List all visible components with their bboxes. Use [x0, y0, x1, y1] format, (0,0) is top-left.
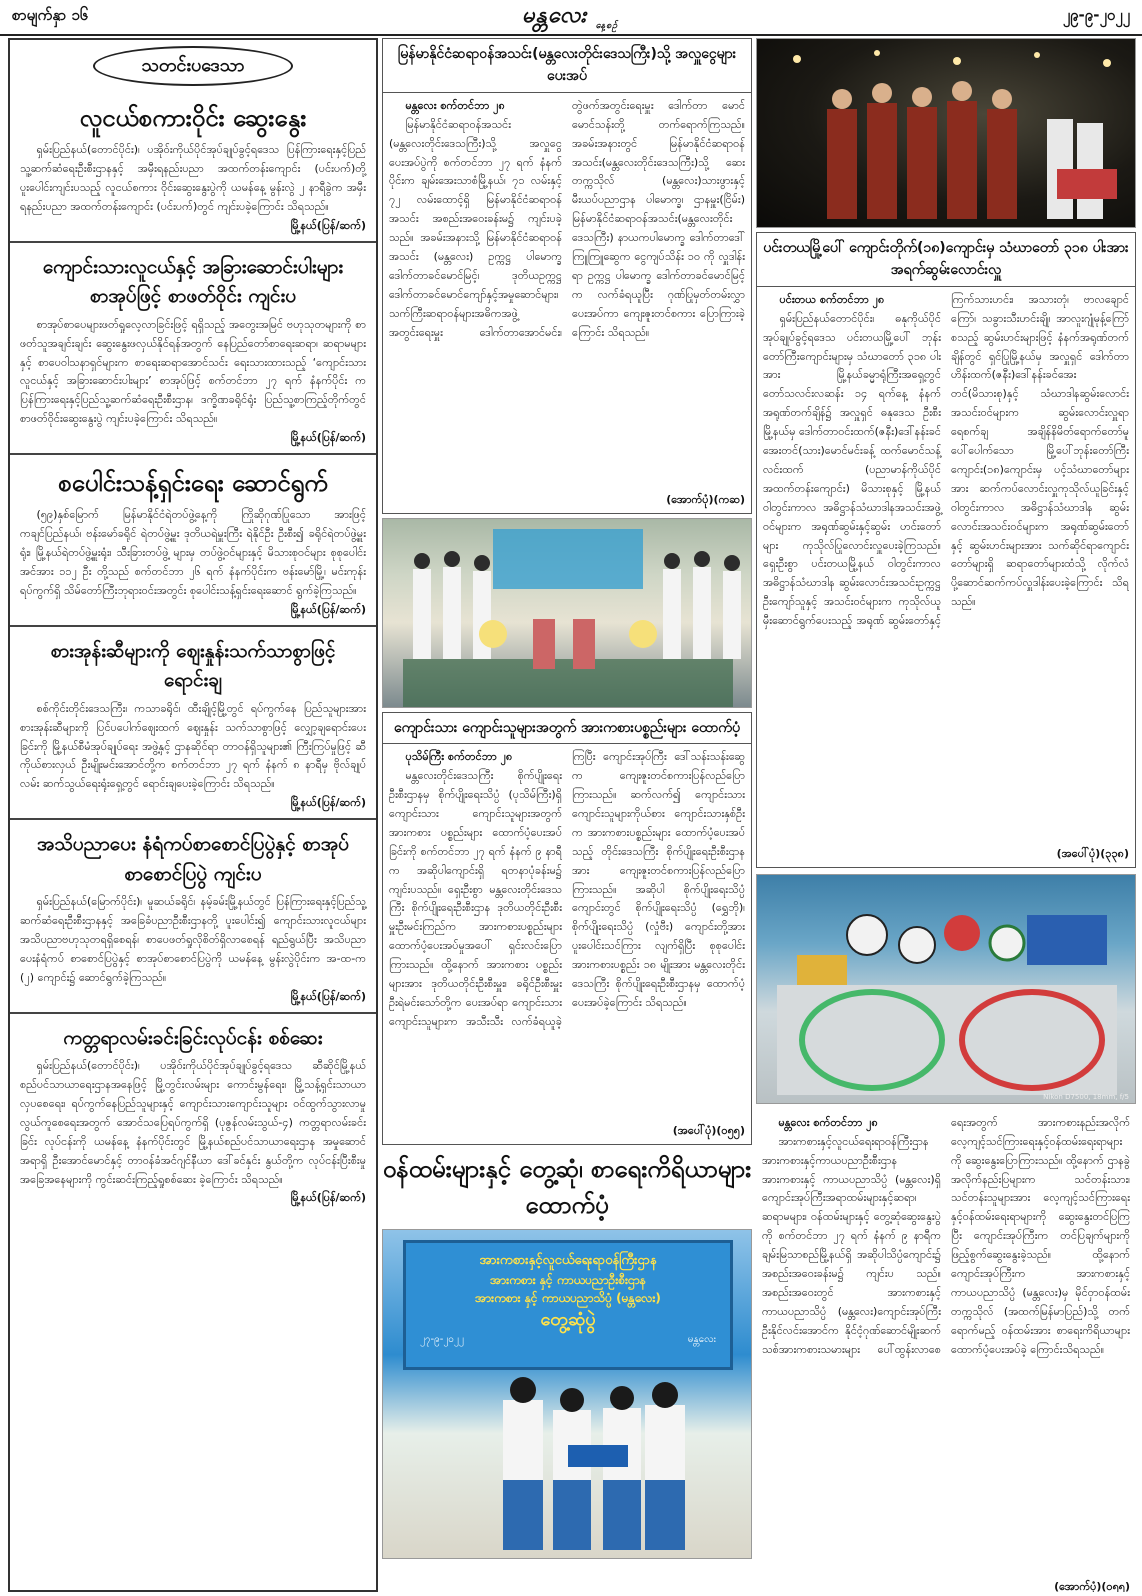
story-body: မြန်မာနိုင်ငံဆရာဝန်အသင်း (မန္တလေးတိုင်းဒေသကြီး)သို့ အလှူငွေပေးအပ်ပွဲကို စက်တင်ဘာ ၂၇ ရက် နံနက်ပိုင်းက ချမ်းအေးသာစံမြို့နယ်၊ ၇၁ လမ်းနှင့် ၇၂ လမ်းထောင့်ရှိ မြန်မာနိုင်ငံဆရာဝန်အသင်း အစည်းအဝေးခန်းမ၌ ကျင်းပခဲ့သည်။ အခမ်းအနားသို့ မြန်မာနိုင်ငံဆရာဝန်အသင်း (မန္တလေး) ဥက္ကဋ္ဌ ပါမောက္ခဒေါက်တာခင်မောင်မြင့်၊ ဒုတိယဥက္ကဋ္ဌ ဒေါက်တာခင်မောင်ကျော်နှင့်အမှုဆောင်များ၊ သက်ကြီးဆရာဝန်များအဓိကအဖွဲ့ အတွင်းရေးမှူး ဒေါက်တာအောင်မင်း၊ တွဲဖက်အတွင်းရေးမှူး ဒေါက်တာ မောင်မောင်သန်းတို့ တက်ရောက်ကြသည်။ အခမ်းအနားတွင် မြန်မာနိုင်ငံဆရာဝန်အသင်း(မန္တလေးတိုင်းဒေသကြီး)သို့ ဆေးတက္ကသိုလ် (မန္တလေး)သားဖွားနှင့် မီးယပ်ပညာဌာန ပါမောက္ခ၊ ဌာနမှူး(ငြိမ်း) မြန်မာနိုင်ငံဆရာဝန်အသင်း(မန္တလေးတိုင်းဒေသကြီး) နာယကပါမောက္ခ ဒေါက်တာဒေါ်ကြူကြူဆွေက ငွေကျပ်သိန်း ၁၀ ကို လှူဒါန်းရာ ဥက္ကဋ္ဌ ပါမောက္ခ ဒေါက်တာခင်မောင်မြင့်က လက်ခံရယူပြီး ဂုဏ်ပြုမှတ်တမ်းလွှာ ပေးအပ်ကာ ကျေးဇူးတင်စကား ပြောကြားခဲ့ကြောင်း သိရသည်။ — [389, 98, 745, 339]
story-byline: မြို့နယ်(ပြန်/ဆက်) — [290, 989, 366, 1003]
monks-illustration — [757, 39, 1136, 228]
story-dateline: မန္တလေး စက်တင်ဘာ ၂၈ — [405, 98, 505, 112]
news-story — [10, 627, 376, 820]
story-headline: ပင်းတယမြို့ပေါ် ကျောင်းတိုက်(၁၈)ကျောင်းမှ သံဃာတော် ၃၁၈ ပါးအား အရက်ဆွမ်းလောင်းလှူ — [757, 233, 1135, 287]
news-story — [10, 455, 376, 627]
page-number: စာမျက်နှာ ၁၆ — [12, 6, 89, 24]
story-body-columns — [383, 93, 751, 493]
news-story-donation — [382, 38, 752, 514]
story-body: အားကစားနှင့်လူငယ်ရေးရာဝန်ကြီးဌာန အားကစားနှင့်ကာယပညာဦးစီးဌာန အားကစားနှင့် ကာယပညာသိပ္ပံ (မန္တလေး)ရှိ ကျောင်းအုပ်ကြီးအရာထမ်းများနှင့်ဆရာ၊ ဆရာမများ၊ ဝန်ထမ်းများနှင့် တွေ့ဆုံဆွေးနွေးပွဲကို စက်တင်ဘာ ၂၇ ရက် နံနက် ၉ နာရီက ချမ်းမြသာစည်မြို့နယ်ရှိ အဆိုပါသိပ္ပံကျောင်း၌ အစည်းအဝေးခန်းမ၌ ကျင်းပ သည်။ အစည်းအဝေးတွင် အားကစားနှင့် ကာယပညာသိပ္ပံ (မန္တလေး)ကျောင်းအုပ်ကြီး ဦးနိုင်လင်းအောင်က နိုင်ငံ့ဂုဏ်ဆောင်မျိုးဆက်သစ်အားကစားသမားများ ပေါ်ထွန်းလာစေရေးအတွက် အားကစားနည်းအလိုက် လေ့ကျင့်သင်ကြားရေးနှင့်ဝန်ထမ်းရေးရာများကို ဆွေးနွေးပြောကြားသည်။ ထို့နောက် ဌာနခွဲအလိုက်နည်းပြများက သင်တန်းသား၊ သင်တန်းသူများအား လေ့ကျင့်သင်ကြားရေးနှင့်ဝန်ထမ်းရေးရာများကို ဆွေးနွေးတင်ပြကြပြီး ကျောင်းအုပ်ကြီးက တင်ပြချက်များကို ဖြည့်စွက်ဆွေးနွေးခဲ့သည်။ ထို့နောက် ကျောင်းအုပ်ကြီးက အားကစားနှင့် ကာယပညာသိပ္ပံ (မန္တလေး)မှ မိုင်ဝှာဝန်ထမ်းတက္ကသိုလ် (အထက်မြန်မာပြည်)သို့ တက်ရောက်မည့် ဝန်ထမ်းအား စာရေးကိရိယာများ ထောက်ပံ့ပေးအပ်ခဲ့ ကြောင်းသိရသည်။ — [762, 1115, 1130, 1356]
photo-sports-equipment — [756, 874, 1136, 1104]
story-headline: လူငယ်စကားဝိုင်း ဆွေးနွေး — [79, 104, 307, 132]
story-byline: မြို့နယ်(ပြန်/ဆက်) — [290, 431, 366, 445]
news-story-staff-meeting-text — [756, 1110, 1136, 1592]
banner-line: အားကစား နှင့် ကာယပညာဦးစီးဌာန — [490, 1272, 646, 1287]
section-badge: သတင်းပဒေသာ — [93, 46, 293, 86]
news-story — [10, 820, 376, 1013]
photo-staff-meeting — [382, 1229, 752, 1559]
banner-place: မန္တလေး — [687, 1333, 716, 1345]
right-news-column — [756, 38, 1136, 1592]
banner-date: ၂၇-၉-၂၀၂၂ — [420, 1333, 464, 1345]
banner-title: တွေ့ဆုံပွဲ — [540, 1308, 596, 1330]
banner-line: အားကစားနှင့်လူငယ်ရေးရာဝန်ကြီးဌာန — [479, 1253, 657, 1269]
story-body: မန္တလေးတိုင်းဒေသကြီး စိုက်ပျိုးရေးဦးစီးဌာနမှ စိုက်ပျိုးရေးသိပ္ပံ (ပုသိမ်ကြီး)ရှိ ကျောင်းသား ကျောင်းသူများအတွက် အားကစား ပစ္စည်းများ ထောက်ပံ့ပေးအပ်ခြင်းကို စက်တင်ဘာ ၂၇ ရက် နံနက် ၉ နာရီက အဆိုပါကျောင်းရှိ ရတနာပုံခန်းမ၌ ကျင်းပသည်။ ရှေးဦးစွာ မန္တလေးတိုင်းဒေသကြီး စိုက်ပျိုးရေးဦးစီးဌာန ဒုတိယတိုင်းဦးစီးမှူးဦးမင်းကြည်က အားကစားပစ္စည်းများ ထောက်ပံ့ပေးအပ်မှုအပေါ် ရှင်းလင်းပြောကြားသည်။ ထို့နောက် အားကစား ပစ္စည်းများအား ဒုတိယတိုင်းဦးစီးမှူး၊ ခရိုင်ဦးစီးမှူး ဦးရဲမင်းသော်တို့က ပေးအပ်ရာ ကျောင်းသား ကျောင်းသူများက အသီးသီး လက်ခံရယူခဲ့ကြပြီး ကျောင်းအုပ်ကြီး ဒေါ်သန်းသန်းဆွေက ကျေးဇူးတင်စကားပြန်လည်ပြောကြားသည်။ ဆက်လက်၍ ကျောင်းသားကျောင်းသူများကိုယ်စား ကျောင်းသားနှစ်ဦးက အားကစားပစ္စည်းများ ထောက်ပံ့ပေးအပ်သည့် တိုင်းဒေသကြီး စိုက်ပျိုးရေးဦးစီးဌာနအား ကျေးဇူးတင်စကားပြန်လည်ပြောကြားသည်။ အဆိုပါ စိုက်ပျိုးရေးသိပ္ပံ ကျောင်းတွင် စိုက်ပျိုးရေးသိပ္ပံ (ရွှေဘို)၊ စိုက်ပျိုးရေးသိပ္ပံ (လှုံဗီး) ကျောင်းတို့အား ပူးပေါင်းသင်ကြား လျက်ရှိပြီး စုစုပေါင်းအားကစားပစ္စည်း ၁၈ မျိုးအား မန္တလေးတိုင်းဒေသကြီး စိုက်ပျိုးရေးဦးစီးဌာနမှ ထောက်ပံ့ပေးအပ်ခဲ့ကြောင်း သိရသည်။ — [389, 750, 745, 1028]
story-body: (၅၉)နှစ်မြောက် မြန်မာနိုင်ငံရဲတပ်ဖွဲ့နေ့ကို ကြိုဆိုဂုဏ်ပြုသော အားဖြင့် ကချင်ပြည်နယ်၊ ဗန်းမော်ခရိုင် ရဲတပ်ဖွဲ့မှူး ဒုတိယရဲမှူးကြီး ရဲနိုင်ဦး ဦးစီး၍ ခရိုင်ရဲတပ်ဖွဲ့မှူးရုံး၊ မြို့နယ်ရဲတပ်ဖွဲ့မှူးရုံး၊ သီးခြားတပ်ဖွဲ့ များမှ တပ်ဖွဲ့ဝင်များနှင့် မိသားစုဝင်များ စုစုပေါင်းအင်အား ၁၁၂ ဦး တို့သည် စက်တင်ဘာ ၂၆ ရက် နံနက်ပိုင်းက ဗန်းမော်မြို့၊ မင်းကုန်း ရပ်ကွက်ရှိ သိမ်တော်ကြီးဘုရားဝင်းအတွင်း စုပေါင်းသန့်ရှင်းရေးဆောင် ရွက်ခဲ့ကြသည်။ — [20, 508, 366, 597]
story-headline: ဝန်ထမ်းများနှင့် တွေ့ဆုံ၊ စာရေးကိရိယာများ ထောက်ပံ့ — [382, 1155, 752, 1220]
page-header — [0, 0, 1142, 36]
story-body: စာအုပ်စာပေများဖတ်ရှုလေ့လာခြင်းဖြင့် ရရှိသည့် အတွေးအမြင် ဗဟုသုတများကို စာဖတ်သူအချင်းချင်း ဆွေးနွေးဖလှယ်နိုင်ရန်အတွက် နေပြည်တော်စာရေးဆရာ၊ ဆရာမများနှင့် စာပေဝါသနာရှင်များက စာရေးဆရာအောင်သင်း ရေးသားထားသည့် ‘ကျောင်းသားလူငယ်နှင့် အခြားဆောင်းပါးများ’ စာအုပ်ဖြင့် စက်တင်ဘာ ၂၇ ရက် နံနက်ပိုင်း က ပြန်ကြားရေးနှင့်ပြည်သူ့ဆက်ဆံရေးဦးစီးဌာန၊ ဒက္ခိဏခရိုင်ရုံး ပြည်သူ့စာကြည့်တိုက်တွင် စာဖတ်ဝိုင်းဆွေးနွေးပွဲ ကျင်းပခဲ့ကြောင်း သိရသည်။ — [20, 317, 366, 426]
masthead-subtitle: နေ့စဉ် — [595, 21, 619, 31]
news-story-sports-equipment — [382, 712, 752, 1145]
story-byline: (အောက်ပုံ)(ကဆ) — [666, 492, 745, 506]
masthead-title: မန္တလေး — [521, 3, 587, 28]
story-body-columns — [756, 1110, 1136, 1580]
story-dateline: ပုသိမ်ကြီး စက်တင်ဘာ ၂၈ — [405, 750, 513, 764]
photo-donation-ceremony — [382, 518, 752, 708]
photo-credit: Nikon D7500, 18mm, f/5 — [1043, 1092, 1129, 1101]
story-headline: အသိပညာပေး နံရံကပ်စာစောင်ပြပွဲနှင့် စာအုပ်စာစောင်ပြပွဲ ကျင်းပ — [36, 833, 350, 885]
story-dateline: ပင်းတယ စက်တင်ဘာ ၂၈ — [779, 292, 885, 306]
story-headline: စားအုန်းဆီများကို ဈေးနှုန်းသက်သာစွာဖြင့် ရောင်းချ — [50, 639, 336, 692]
issue-date: ၂၉-၉-၂၀၂၂ — [1062, 6, 1130, 24]
story-byline: (အပေါ်ပုံ)(၃၃၈) — [1056, 846, 1129, 860]
news-story — [10, 90, 376, 243]
banner-line: အားကစား နှင့် ကာယပညာသိပ္ပံ (မန္တလေး) — [475, 1290, 661, 1305]
story-byline: မြို့နယ်(ပြန်/ဆက်) — [290, 218, 366, 232]
story-byline: (အပေါ်ပုံ)(ဝ၅၅) — [672, 1124, 745, 1138]
masthead-logo — [500, 0, 640, 34]
sports-gear-illustration — [757, 875, 1136, 1104]
left-news-column — [8, 38, 378, 1592]
story-headline: ကျောင်းသားလူငယ်နှင့် အခြားဆောင်းပါးများ စာအုပ်ဖြင့် စာဖတ်ဝိုင်း ကျင်းပ — [42, 255, 344, 308]
news-story — [10, 1014, 376, 1214]
story-body: ရှမ်းပြည်နယ်(တောင်ပိုင်း)၊ ပအိုဝ်းကိုယ်ပိုင်အုပ်ချုပ်ခွင့်ရဒေသ ဆီဆိုင်မြို့နယ် စည်ပင်သာယာရေးဌာနအနေဖြင့် မြို့တွင်းလမ်းများ ကောင်းမွန်ရေး၊ မြို့သန့်ရှင်းသာယာလှပစေရေး၊ ရပ်ကွက်နေပြည်သူများနှင့် ကျောင်းသားကျောင်းသူများ ဝင်ထွက်သွားလာမှုလွယ်ကူစေရေးအတွက် အောင်သပြေရပ်ကွက်ရှိ (ပုဇွန်လမ်းသွယ်-၄) ကတ္တရာလမ်းခင်းခြင်း လုပ်ငန်းကို ယမန်နေ့ နံနက်ပိုင်းတွင် မြို့နယ်စည်ပင်သာယာရေးဌာန အမှုဆောင်အရာရှိ ဦးအောင်မောင်နှင့် တာဝန်ခံအင်ဂျင်နီယာ ဒေါ်ခင်နှင်း နွယ်တို့က လုပ်ငန်းပြီးစီးမှုအခြေအနေများကို ကွင်းဆင်းကြည့်ရှုစစ်ဆေး ခဲ့ကြောင်း သိရသည်။ — [20, 1059, 366, 1186]
people-illustration — [383, 1230, 752, 1559]
story-headline: စပေါင်းသန့်ရှင်းရေး ဆောင်ရွက် — [58, 469, 328, 498]
story-byline: မြို့နယ်(ပြန်/ဆက်) — [290, 1191, 366, 1205]
ceremony-illustration — [383, 519, 752, 708]
story-body: ရှမ်းပြည်နယ်တောင်ပိုင်း၊ ဓနုကိုယ်ပိုင်အုပ်ချုပ်ခွင့်ရဒေသ ပင်းတယမြို့ပေါ် ဘုန်းတော်ကြီးကျောင်းများမှ သံဃာတော် ၃၁၈ ပါးအား မြို့နယ်ခမ္မာရုံကြီးအရှေ့တွင် တော်သလင်းလဆန်း ၁၄ ရက်နေ့ နံနက်အရုဏ်တက်ချိန်၌ အလှူရှင် ဓနုဒေသ ဦးစီးမြို့နယ်မှ ဒေါက်တာဝင်းထက်(ဇနီး)ဒေါ်နန်းခင်အေးတင်(သား)မောင်မင်းခန့် ထက်မောင်သန့်လင်းထက် (ပညာမာန်ကိုယ်ပိုင်အထက်တန်းကျောင်း) မိသားစုနှင့် မြို့နယ် ဝါတွင်းကာလ အဓိဋ္ဌာန်သံဃာဒါနအသင်းအဖွဲ့ ဝင်များက အရုဏ်ဆွမ်းနှင့်ဆွမ်း ဟင်းတော်များ ကုသိုလ်ပြုလောင်းလှူပေးခဲ့ကြသည်။ ရှေးဦးစွာ ပင်းတယမြို့နယ် ဝါတွင်းကာလ အဓိဋ္ဌာန်သံဃာဒါန ဆွမ်းလောင်းအသင်းဥက္ကဋ္ဌဦးကျော်သူနှင့် အသင်းဝင်များက ကုသိုလ်ယူမှီးဆောင်ရွက်ပေးသည့် အရုဏ် ဆွမ်းတော်နှင့် ကြက်သားဟင်း၊ အသားတုံ၊ ဗာလချောင်ကြော်၊ သခွားသီးဟင်းချို၊ အာလူးဂျုံမုန့်ကြော် စသည့် ဆွမ်းဟင်းများဖြင့် နံနက်အရုဏ်တက်ချိန်တွင် ရှင်ပြုမြို့နယ်မှ အလှူရှင် ဒေါက်တာဟိန်းထက်(ဇနီး)ဒေါ်နန်းခင်အေးတင်(မိသားစု)နှင့် သံဃာဒါနဆွမ်းလောင်းအသင်းဝင်များက ဆွမ်းလောင်းလှူရာ ရေစက်ချ အချိန်နိမိတ်ရောက်တော်မူပေါ်ပေါက်သော မြို့ပေါ်ဘုန်းတော်ကြီးကျောင်း(၁၈)ကျောင်းမှ ပင့်သံဃာတော်များအား ဆက်ကပ်လောင်းလှူကုသိုလ်ယူခြင်းနှင့် ဝါတွင်းကာလ အဓိဋ္ဌာန်သံဃာဒါန ဆွမ်းလောင်းအသင်းဝင်များက အရုဏ်ဆွမ်းတော်နှင့် ဆွမ်းဟင်းများအား သက်ဆိုင်ရာကျောင်းတော်များရှိ ဆရာတော်များထံသို့ လိုက်လံပို့ဆောင်ဆက်ကပ်လှူဒါန်းပေးခဲ့ကြောင်း သိရသည်။ — [763, 292, 1129, 628]
photo-alms-offering — [756, 38, 1136, 228]
news-story-alms-offering — [756, 232, 1136, 868]
story-body-columns — [383, 744, 751, 1124]
story-headline: ကတ္တရာလမ်းခင်းခြင်းလုပ်ငန်း စစ်ဆေး — [63, 1026, 323, 1049]
story-body: ရှမ်းပြည်နယ်(တောင်ပိုင်း)၊ ပအိုဝ်းကိုယ်ပိုင်အုပ်ချုပ်ခွင့်ရဒေသ ပြန်ကြားရေးနှင့်ပြည်သူ့ဆက်ဆံရေးဦးစီးဌာနနှင့် အမှီးရနည်းပညာ အထက်တန်းကျောင်း (ပင်းပက်)တို့ ပူးပေါင်းကျင်းပသည့် လူငယ်စကား ဝိုင်းဆွေးနွေးပွဲကို ယမန်နေ့ မွန်းလွဲ ၂ နာရီခွဲက အမှီးရနည်းပညာ အထက်တန်းကျောင်း (ပင်းပက်)တွင် ကျင်းပခဲ့ကြောင်း သိရသည်။ — [20, 143, 366, 213]
story-byline: မြို့နယ်(ပြန်/ဆက်) — [290, 602, 366, 616]
story-body: စစ်ကိုင်းတိုင်းဒေသကြီး၊ ကသာခရိုင်၊ ထီးချိုင့်မြို့တွင် ရပ်ကွက်နေ ပြည်သူများအား စားအုန်းဆီများကို ပြင်ပပေါက်ဈေးထက် ဈေးနှုန်း သက်သာစွာဖြင့် လျှော့ချရောင်းပေးခြင်းကို မြို့နယ်စီမံအုပ်ချုပ်ရေး အဖွဲ့နှင့် ဌာနဆိုင်ရာ တာဝန်ရှိသူများ၏ ကြီးကြပ်မှုဖြင့် ဆီကိုယ်စားလှယ် ဦးမျိုးမင်းအောင်တို့က စက်တင်ဘာ ၂၇ ရက် နံနက် ၈ နာရီမှ ဗိုလ်ချုပ် လမ်း ဆက်သွယ်ရေးရုံးရှေ့တွင် ရောင်းချပေးခဲ့ကြောင်း သိရသည်။ — [20, 701, 366, 791]
story-body-columns — [757, 287, 1135, 847]
news-story-staff-meeting — [382, 1151, 752, 1559]
story-byline: (အောက်ပုံ)(၀၅၅) — [1054, 1579, 1130, 1592]
story-dateline: မန္တလေး စက်တင်ဘာ ၂၈ — [778, 1115, 878, 1129]
story-body: ရှမ်းပြည်နယ်(မြောက်ပိုင်း)၊ မူဆယ်ခရိုင်၊ နမ့်ခမ်းမြို့နယ်တွင် ပြန်ကြားရေးနှင့်ပြည်သူ့ဆက်ဆံရေးဦးစီးဌာနနှင့် အခြေခံပညာဦးစီးဌာနတို့ ပူးပေါင်း၍ ကျောင်းသားလူငယ်များ အသိပညာဗဟုသုတရရှိစေရန်၊ စာပေဖတ်ရှုလိုစိတ်ရှိလာစေရန် ရည်ရွယ်ပြီး အသိပညာပေးနံရံကပ် စာစောင်ပြပွဲနှင့် စာအုပ်စာစောင်ပြပွဲကို ယမန်နေ့ မွန်းလွဲပိုင်းက အ-ထ-က (၂) ကျောင်း၌ ဆောင်ရွက်ခဲ့ကြသည်။ — [20, 895, 366, 984]
story-headline: မြန်မာနိုင်ငံဆရာဝန်အသင်း(မန္တလေးတိုင်းဒေသကြီး)သို့ အလှူငွေများ ပေးအပ် — [383, 39, 751, 93]
middle-news-column — [382, 38, 752, 1592]
news-story — [10, 243, 376, 455]
story-byline: မြို့နယ်(ပြန်/ဆက်) — [290, 796, 366, 810]
story-headline: ကျောင်းသား ကျောင်းသူများအတွက် အားကစားပစ္စည်းများ ထောက်ပံ့ — [383, 713, 751, 744]
